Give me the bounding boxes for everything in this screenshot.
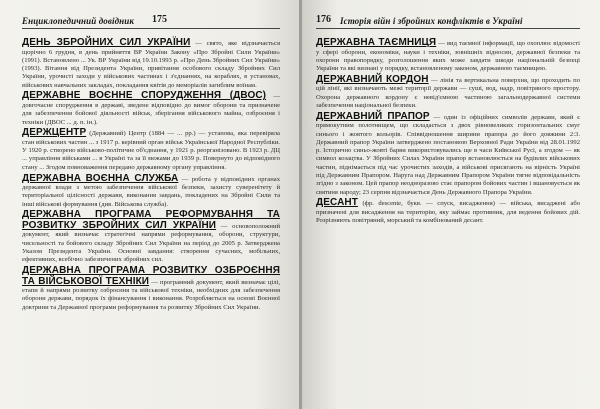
entry-headword: ДЕСАНТ	[316, 197, 358, 209]
entry-text: — програмний документ, який визначає цілі, етапи й напрями розвитку озброєння та військової техніки, необхідних для забезпечення оборони держави, порядок їх фінансування і виконання. Розробляється на основі Воєнної доктрини та Державної програми реформування та розвитку Збройних Сил України.	[22, 278, 280, 311]
dictionary-entry	[22, 128, 280, 172]
left-page-body	[22, 38, 280, 314]
entry-text: (Державний) Центр (1884 — ... рр.) — установа, яка перевіряла стан військових частин ... з 1917 р. керівний орган військ Української Народної Республіки. У 1920 р. створено військово-політичне об'єднання, у 1921 р. реорганізовано. В 1923 р. ДЦ ... управління військами ... в Україні та за її межами до 1939 р. Повернуто до відповідного стану ... Згодом повноваження передано державному органу управління.	[22, 130, 280, 171]
entry-text: — лінія та вертикальна поверхня, що проходить по цій лінії, які визначають межі території держави — суші, вод, надр, повітряного простору. Охорона державного кордону є невід'ємною частиною загальнодержавної системи забезпечення національної безпеки.	[316, 76, 580, 109]
dictionary-entry	[316, 112, 580, 197]
right-page	[302, 0, 600, 409]
entry-text: (фр. descente, букв. — спуск, висадження) — війська, висаджені або призначені для висадження на територію, яку займає противник, для ведення бойових дій. Розрізняють повітряний, морський та комбінований десант.	[316, 200, 580, 225]
entry-text: — вид таємної інформації, що охоплює відомості у сфері оборони, економіки, науки і техніки, зовнішніх відносин, державної безпеки та охорони правопорядку, розголошення яких може завдати шкоди національній безпеці України та які визнані у порядку, встановленому законом, державною таємницею.	[316, 40, 580, 73]
left-running-head: Енциклопедичний довідник	[22, 16, 135, 26]
entry-text: — свято, яке відзначається щорічно 6 грудня, в день прийняття ВР України Закону «Про Збройні Сили України» (1991). Встановлено ... Ук. ВР України від 19.10.1993 р. «Про День Збройних Сил України» (1993). Вітання від Президента України, привітання особового складу Збройних Сил України, урочисті заходи у військових частинах і з'єднаннях, на кораблях, в установах, військових навчальних закладах, покладання квітів до меморіалів загиблим воїнам.	[22, 40, 280, 89]
right-page-body	[316, 38, 580, 227]
entry-text: — робота у відповідних органах державної влади з метою забезпечення військової безпеки, захисту суверенітету й територіальної цілісності держави, виконання завдань, покладених на Збройні Сили та інші військові формування (див. Військова служба).	[22, 175, 280, 208]
dictionary-entry	[316, 198, 580, 225]
left-running-header	[22, 14, 280, 29]
dictionary-entry	[22, 38, 280, 90]
right-running-header	[316, 14, 580, 29]
entry-headword: ДЕРЖЦЕНТР	[22, 127, 87, 139]
entry-headword: ДЕРЖАВНИЙ КОРДОН	[316, 73, 429, 85]
left-page	[0, 0, 299, 409]
dictionary-entry	[22, 174, 280, 209]
entry-headword: ДЕРЖАВНА ПРОГРАМА РЕФОРМУВАННЯ ТА РОЗВИТКУ ЗБРОЙНИХ СИЛ УКРАЇНИ	[22, 209, 280, 231]
dictionary-entry	[22, 266, 280, 312]
entry-headword: ДЕРЖАВНИЙ ПРАПОР	[316, 110, 430, 122]
entry-headword: ДЕНЬ ЗБРОЙНИХ СИЛ УКРАЇНИ	[22, 37, 191, 48]
dictionary-entry	[22, 210, 280, 264]
entry-headword: ДЕРЖАВНЕ ВОЄННЕ СПОРУДЖЕННЯ (ДВОС)	[22, 90, 267, 102]
left-page-number: 175	[152, 14, 167, 25]
entry-text: — основоположний документ, який визначає стратегічні напрями реформування, оборони, структури, чисельності та бойового складу Збройних Сил України на період до 2005 р. Затверджена Указом Президента України. Основні завдання: створення сучасних, мобільних, ефективних, всебічно забезпечених збройних сил.	[22, 222, 281, 264]
entry-headword: ДЕРЖАВНА ТАЄМНИЦЯ	[316, 37, 437, 48]
entry-text: — один із офіційних символів держави, який є прямокутним полотнищем, що складається з двох рівновеликих горизонтальних смуг синього і жовтого кольорів. Співвідношення ширини прапора до його довжини 2:3. Державний прапор України затверджено постановою Верховної Ради України від 28.01.1992 р. Історично синьо-жовті барви використовувались ще в часи Київської Русі, а згодом — як символ козацтва. У Збройних Силах України прапор встановлюється на будівлях військових частин, піднімається під час урочистих заходів, а військові присягають на вірність Україні під Державним Прапором. Наруга над Державним Прапором України тягне відповідальність згідно з законом. Цей прапор неодноразово стає прапором бойових частин і вшановується як святиня народу; 23 серпня відзначається День Державного Прапора України.	[316, 113, 581, 196]
right-page-number: 176	[316, 14, 331, 25]
right-running-head: Історія війн і збройних конфліктів в Україні	[340, 16, 523, 26]
entry-headword: ДЕРЖАВНА ВОЄННА СЛУЖБА	[22, 172, 179, 184]
dictionary-entry	[22, 91, 280, 126]
entry-headword: ДЕРЖАВНА ПРОГРАМА РОЗВИТКУ ОЗБРОЄННЯ ТА ВІЙСЬКОВОЇ ТЕХНІКИ	[22, 265, 280, 287]
entry-text: — довгочасне спорудження в державі, зведене відповідно до вимог оборони та призначене для забезпечення бойової діяльності військ, зберігання військового майна, озброєння і техніки (ДВОС ... д. п. ін.).	[22, 93, 281, 126]
dictionary-entry	[316, 38, 580, 73]
dictionary-entry	[316, 75, 580, 110]
